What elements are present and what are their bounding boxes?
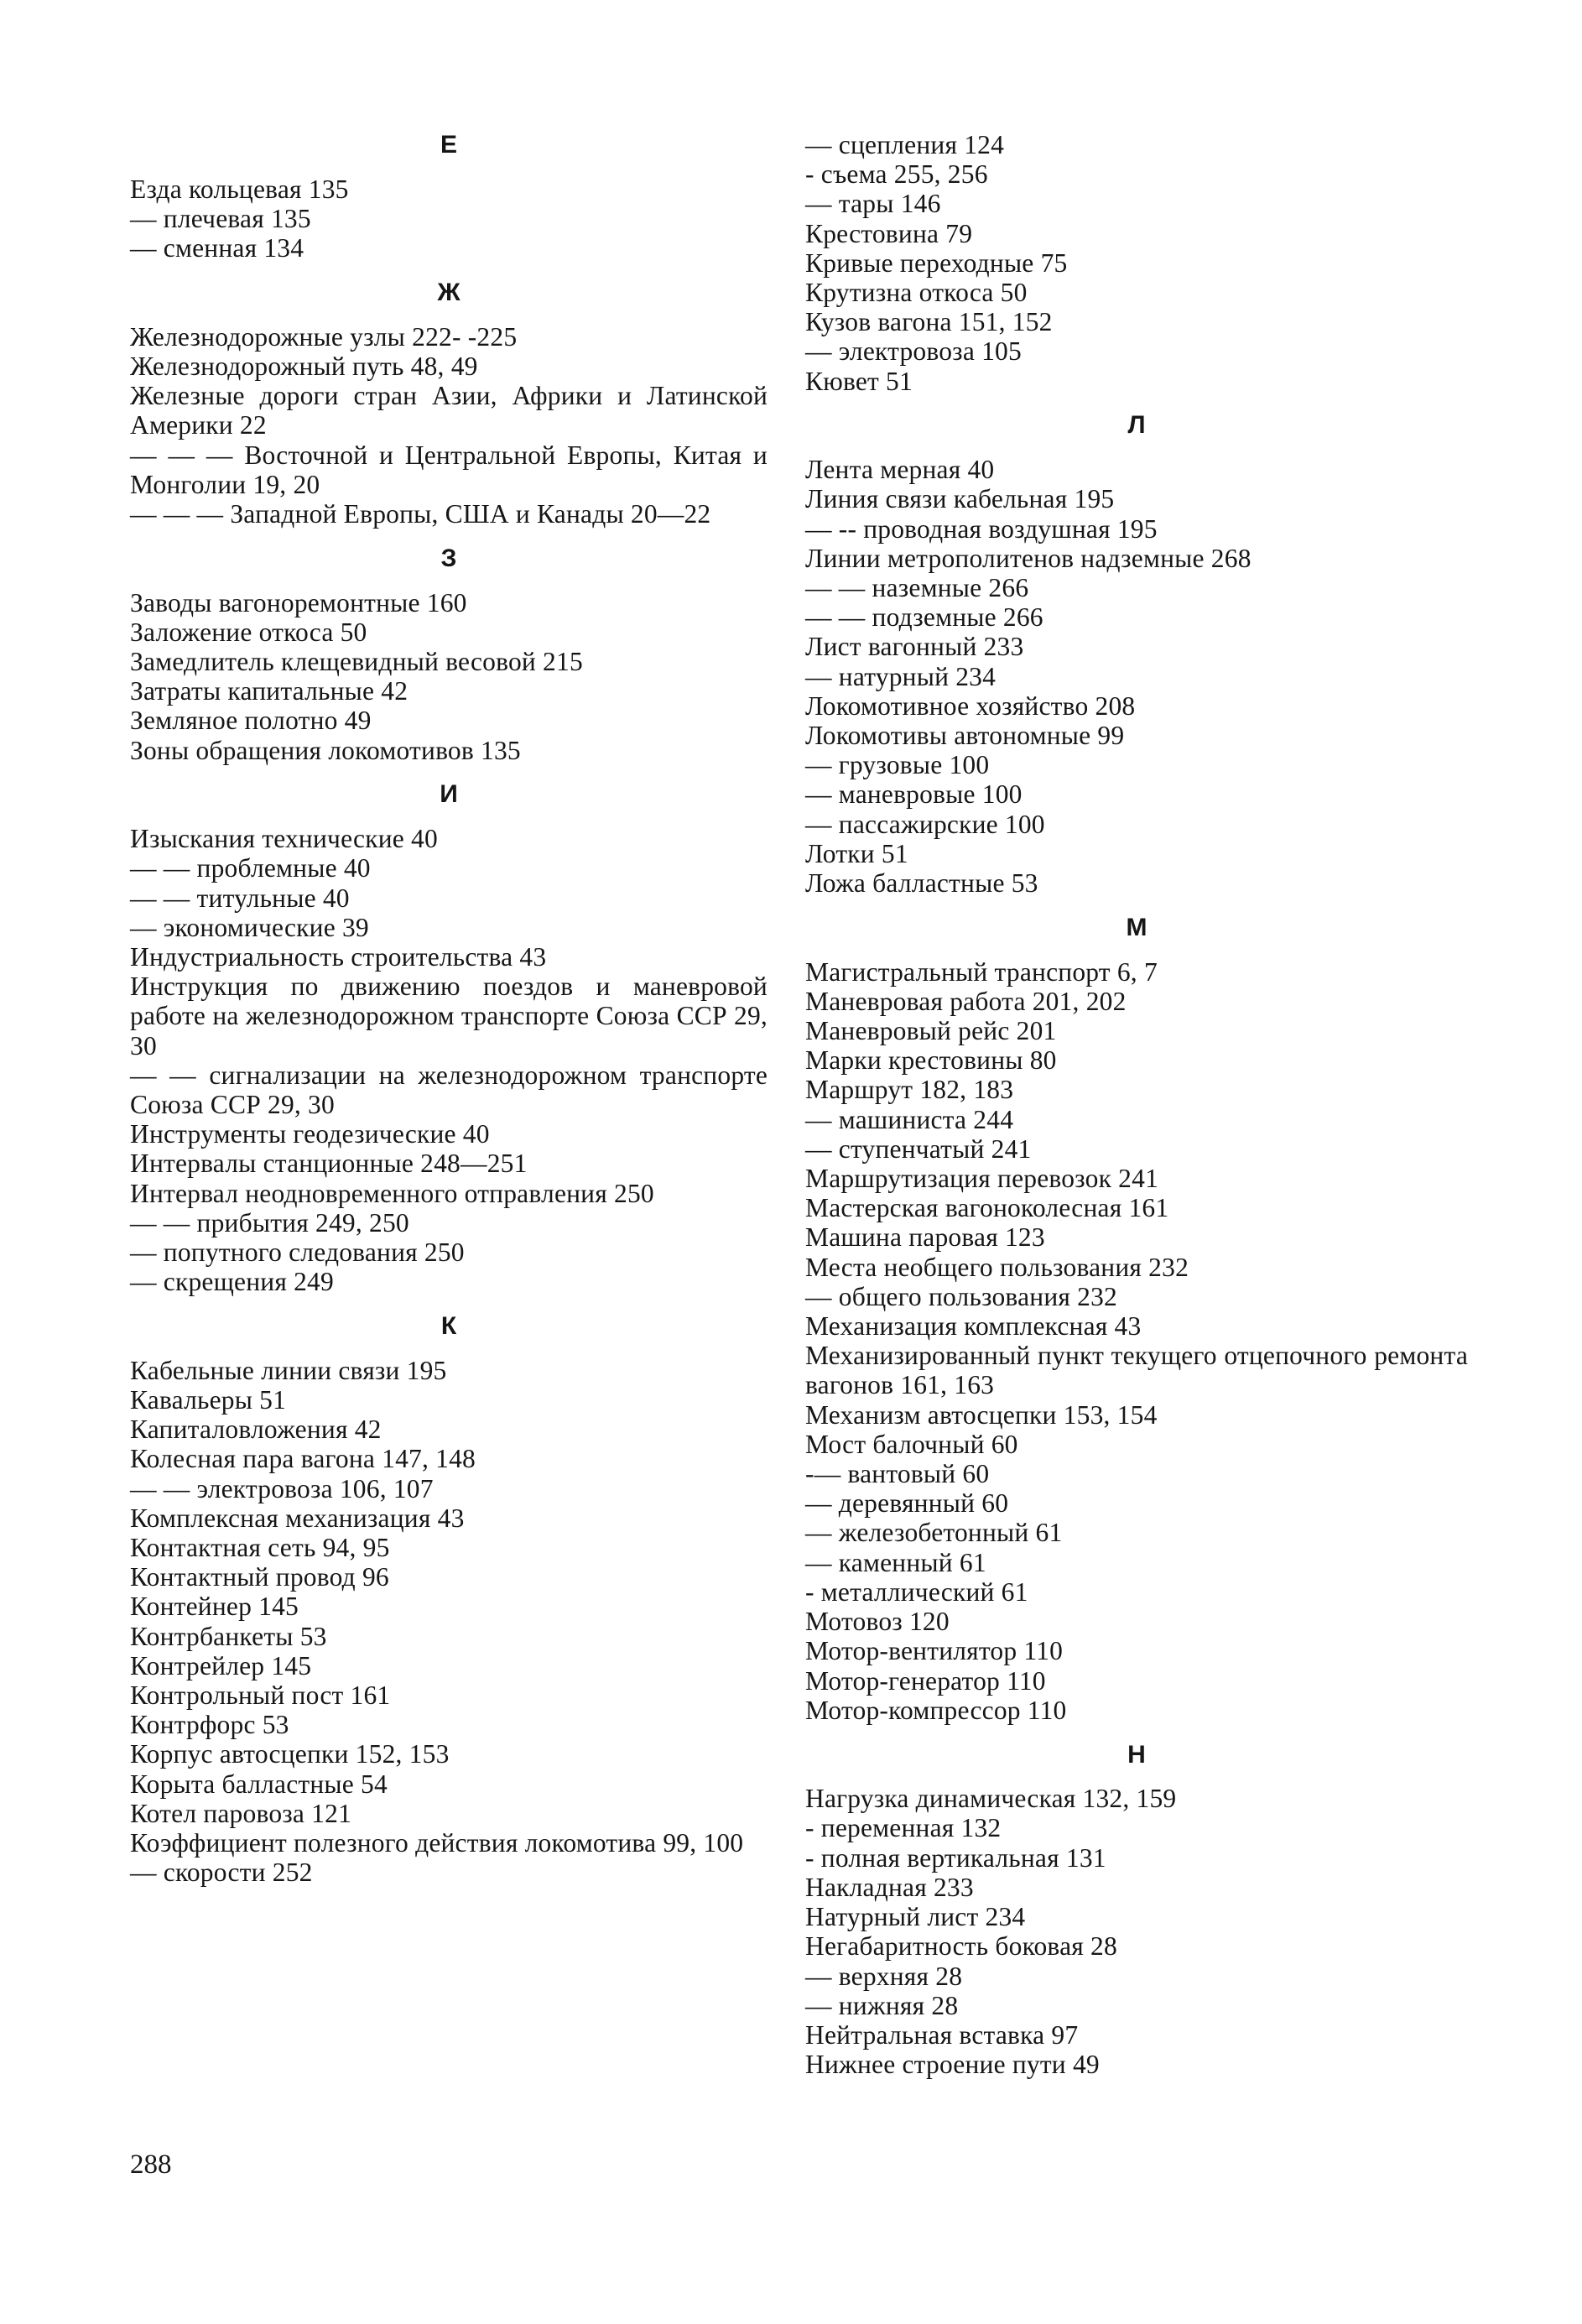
- section-letter-heading: М: [1126, 913, 1147, 941]
- index-entry: Индустриальность строительства 43: [130, 941, 547, 972]
- index-entry: Земляное полотно 49: [130, 706, 372, 736]
- section-letter-heading: К: [440, 1312, 457, 1340]
- index-entry: — — титульные 40: [130, 883, 350, 913]
- index-entry: — пассажирские 100: [805, 809, 1045, 839]
- index-entry: Маршрут 182, 183: [805, 1075, 1014, 1105]
- index-entry: Контрольный пост 161: [130, 1680, 391, 1711]
- index-entry: — деревянный 60: [805, 1488, 1009, 1519]
- index-entry: — сцепления 124: [805, 130, 1005, 159]
- index-entry: Контактный провод 96: [130, 1562, 389, 1592]
- index-entry: — — проблемные 40: [130, 853, 371, 883]
- index-entry: — -- проводная воздушная 195: [805, 513, 1158, 544]
- index-entry: Места необщего пользования 232: [805, 1252, 1189, 1282]
- index-entry: — ступенчатый 241: [805, 1133, 1032, 1164]
- index-entry: Кривые переходные 75: [805, 248, 1068, 278]
- index-entry: - переменная 132: [805, 1813, 1002, 1843]
- index-entry: Заводы вагоноремонтные 160: [130, 587, 467, 617]
- index-entry: Кавальеры 51: [130, 1384, 287, 1415]
- index-entry: — — прибытия 249, 250: [130, 1207, 409, 1238]
- index-entry: Железные дороги стран Азии, Африки и Латинской Америки 22: [130, 381, 768, 440]
- index-entry: Лотки 51: [805, 838, 908, 868]
- index-entry: Мотовоз 120: [805, 1607, 950, 1637]
- section-letter-heading: З: [440, 544, 457, 572]
- index-entry: Маневровая работа 201, 202: [805, 986, 1127, 1016]
- index-entry: Локомотивное хозяйство 208: [805, 690, 1136, 721]
- index-entry: — железобетонный 61: [805, 1518, 1063, 1548]
- index-entry: Мотор-вентилятор 110: [805, 1636, 1064, 1666]
- index-entry: Мотор-компрессор 110: [805, 1695, 1067, 1725]
- index-entry: Железнодорожный путь 48, 49: [130, 351, 478, 381]
- index-entry: — сменная 134: [130, 233, 304, 263]
- index-entry: Нижнее строение пути 49: [805, 2050, 1100, 2080]
- index-entry: Марки крестовины 80: [805, 1045, 1057, 1076]
- index-entry: Кабельные линии связи 195: [130, 1355, 447, 1385]
- index-entry: Железнодорожные узлы 222- -225: [130, 321, 518, 352]
- index-entry: — нижняя 28: [805, 1990, 959, 2020]
- index-entry: Линия связи кабельная 195: [805, 484, 1115, 514]
- section-letter-heading: Ж: [437, 278, 461, 306]
- index-entry: — — электровоза 106, 107: [130, 1473, 434, 1503]
- index-entry: Лента мерная 40: [805, 455, 995, 485]
- index-entry: Коэффициент полезного действия локомотива 99, 100: [130, 1828, 744, 1858]
- index-entry: — натурный 234: [805, 661, 997, 691]
- index-entry: Мастерская вагоноколесная 161: [805, 1193, 1169, 1223]
- index-entry: — скрещения 249: [130, 1267, 334, 1297]
- index-entry: Механизм автосцепки 153, 154: [805, 1399, 1158, 1430]
- section-letter-heading: Е: [440, 131, 457, 159]
- index-entry: — плечевая 135: [130, 203, 311, 233]
- index-entry: Натурный лист 234: [805, 1902, 1026, 1932]
- index-entry: Затраты капитальные 42: [130, 676, 409, 706]
- index-entry: Негабаритность боковая 28: [805, 1931, 1117, 1962]
- index-entry: Изыскания технические 40: [130, 824, 438, 854]
- index-entry: Контрбанкеты 53: [130, 1621, 327, 1651]
- index-entry: Магистральный транспорт 6, 7: [805, 956, 1158, 987]
- index-entry: - металлический 61: [805, 1576, 1028, 1607]
- index-entry: Мост балочный 60: [805, 1429, 1018, 1459]
- index-entry: — скорости 252: [130, 1858, 313, 1888]
- index-entry: Контрейлер 145: [130, 1650, 312, 1680]
- index-entry: — электровоза 105: [805, 336, 1022, 367]
- index-entry: Накладная 233: [805, 1872, 974, 1902]
- index-entry: — — — Западной Европы, США и Канады 20—22: [130, 498, 711, 529]
- index-entry: Лист вагонный 233: [805, 632, 1024, 662]
- index-entry: -— вантовый 60: [805, 1459, 990, 1489]
- index-entry: Котел паровоза 121: [130, 1798, 352, 1828]
- index-entry: — общего пользования 232: [805, 1281, 1118, 1311]
- index-entry: Машина паровая 123: [805, 1222, 1045, 1253]
- section-letter-heading: Н: [1127, 1740, 1146, 1769]
- index-entry: Маневровый рейс 201: [805, 1016, 1057, 1046]
- index-entry: Локомотивы автономные 99: [805, 721, 1125, 751]
- page-number: 288: [130, 2149, 172, 2180]
- index-entry: — — подземные 266: [805, 602, 1043, 633]
- index-entry: — каменный 61: [805, 1547, 986, 1577]
- index-entry: Крестовина 79: [805, 218, 973, 248]
- index-entry: — экономические 39: [130, 912, 369, 942]
- index-entry: — маневровые 100: [805, 779, 1023, 810]
- index-entry: Интервалы станционные 248—251: [130, 1149, 528, 1179]
- index-entry: Контейнер 145: [130, 1592, 299, 1622]
- index-entry: Маршрутизация перевозок 241: [805, 1164, 1159, 1194]
- index-entry: - полная вертикальная 131: [805, 1842, 1106, 1873]
- index-entry: Нейтральная вставка 97: [805, 2019, 1079, 2050]
- index-entry: Мотор-генератор 110: [805, 1665, 1046, 1696]
- index-entry: Механизация комплексная 43: [805, 1311, 1142, 1342]
- section-letter-heading: И: [440, 780, 458, 809]
- index-entry: Зоны обращения локомотивов 135: [130, 735, 521, 765]
- index-entry: Кювет 51: [805, 366, 913, 396]
- section-letter-heading: Л: [1127, 411, 1146, 440]
- index-entry: Колесная пара вагона 147, 148: [130, 1444, 476, 1474]
- index-entry: Кузов вагона 151, 152: [805, 307, 1053, 337]
- left-column: [130, 130, 768, 1887]
- index-entry: Инструменты геодезические 40: [130, 1119, 490, 1149]
- index-entry: — машиниста 244: [805, 1104, 1014, 1134]
- index-entry: Заложение откоса 50: [130, 617, 367, 647]
- index-entry: — тары 146: [805, 189, 941, 219]
- index-entry: — — сигнализации на железнодорожном транспорте Союза ССР 29, 30: [130, 1060, 768, 1119]
- index-entry: Крутизна откоса 50: [805, 278, 1028, 308]
- index-entry: Нагрузка динамическая 132, 159: [805, 1784, 1177, 1814]
- index-entry: Контактная сеть 94, 95: [130, 1533, 390, 1562]
- index-entry: Капиталовложения 42: [130, 1415, 382, 1445]
- index-entry: — — — Восточной и Центральной Европы, Китая и Монголии 19, 20: [130, 440, 768, 499]
- index-entry: Линии метрополитенов надземные 268: [805, 543, 1252, 573]
- index-entry: — попутного следования 250: [130, 1238, 465, 1267]
- index-entry: Корыта балластные 54: [130, 1769, 388, 1799]
- index-entry: — грузовые 100: [805, 750, 990, 780]
- index-entry: Инструкция по движению поездов и маневровой работе на железнодорожном транспорте Союза ССР 29, 30: [130, 972, 768, 1060]
- index-entry: Корпус автосцепки 152, 153: [130, 1739, 450, 1769]
- right-column: [805, 130, 1468, 2079]
- index-entry: Интервал неодновременного отправления 250: [130, 1178, 654, 1208]
- index-entry: Механизированный пункт текущего отцепочного ремонта вагонов 161, 163: [805, 1341, 1468, 1400]
- index-entry: — — наземные 266: [805, 573, 1029, 603]
- index-entry: Комплексная механизация 43: [130, 1503, 465, 1533]
- index-entry: - съема 255, 256: [805, 159, 988, 190]
- index-entry: Замедлитель клещевидный весовой 215: [130, 646, 583, 676]
- index-entry: — верхняя 28: [805, 1961, 963, 1991]
- index-entry: Контрфорс 53: [130, 1710, 289, 1740]
- index-entry: Ложа балластные 53: [805, 868, 1038, 899]
- index-entry: Езда кольцевая 135: [130, 174, 349, 204]
